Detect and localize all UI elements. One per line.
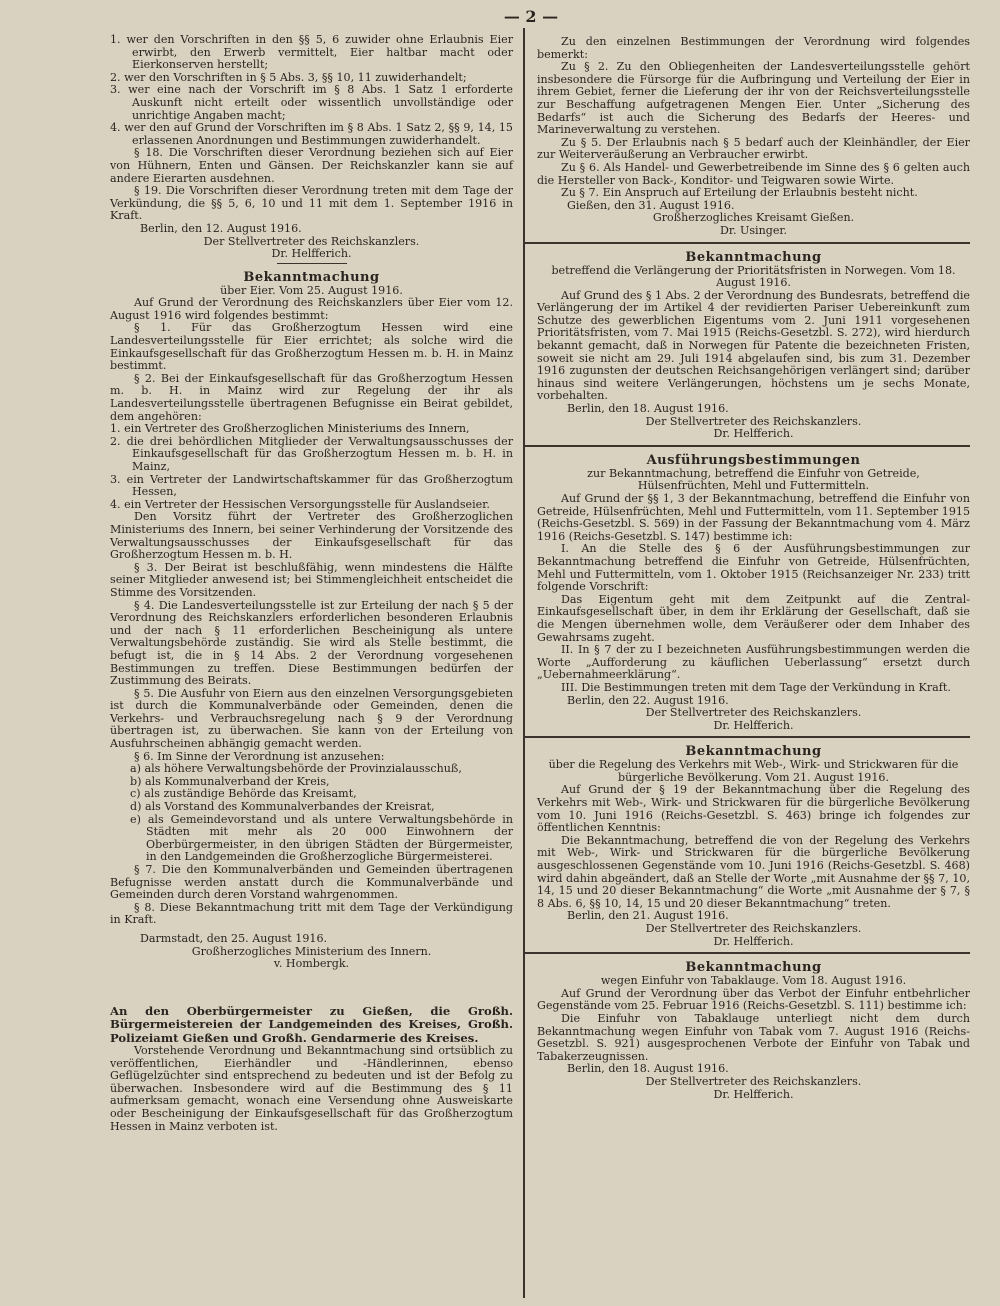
regulation-iii: III. Die Bestimmungen treten mit dem Tage der Verkündung in Kraft.	[561, 680, 951, 694]
signature-name: Dr. Helfferich.	[713, 1087, 794, 1101]
announcement-body: Auf Grund des § 1 Abs. 2 der Verordnung des Bundesrats, betreffend die Verlängerung der im Artikel 4 der revidierten Pariser Uebereinkunft zum Schutze des gewerblichen Eigentums vom 2. Juni 1911 vorgesehenen Prioritätsfristen, vom 7. Mai 1915 (Reichs-Gesetzbl. S. 272), wird hierdurch bekannt gemacht, daß in Norwegen für Patente die bezeichneten Fristen, soweit sie nicht am 29. Juli 1914 abgelaufen sind, bis zum 31. Dezember 1916 zugunsten der deutschen Reichsangehörigen verlängert sind; darüber hinaus sind weitere Verlängerungen, höchstens um je sechs Monate, vorbehalten.	[537, 288, 970, 403]
definition-item: e) als Gemeindevorstand und als untere Verwaltungsbehörde in Städten mit mehr als 20 000 Einwohnern der Oberbürgermeister, in den übrigen Städten der Bürgermeister, in den Landgemeinden die Großherzogliche Bürgermeisterei.	[130, 812, 513, 864]
columns	[20, 28, 982, 1298]
section-6: § 6. Im Sinne der Verordnung ist anzusehen:	[134, 749, 385, 763]
board-member-item: 1. ein Vertreter des Großherzoglichen Ministeriums des Innern,	[110, 422, 470, 436]
divider	[525, 445, 970, 447]
page-number: — 2 —	[503, 7, 559, 26]
signature-role-a: Großherzogliches Kreisamt Gießen.	[652, 211, 855, 225]
regulations-date: Berlin, den 22. August 1916.	[567, 693, 729, 707]
signature-role: Der Stellvertreter des Reichskanzlers.	[645, 414, 862, 428]
date-giessen: Gießen, den 31. August 1916.	[567, 198, 735, 212]
definition-item: b) als Kommunalverband der Kreis,	[130, 774, 330, 788]
section-19: § 19. Die Vorschriften dieser Verordnung treten mit dem Tage der Verkündung, die §§ 5, 6, 10 und 11 mit dem 1. September 1916 in Kraft.	[110, 184, 513, 223]
remark-2: Zu § 2. Zu den Obliegenheiten der Landesverteilungsstelle gehört insbesondere die Fürsorge für die Aufbringung und Verteilung der Eier in ihrem Gebiet, ferner die Lieferung der ihr von der Reichsverteilungsstelle zur Beschaffung aufgetragenen Mengen Eier. Unter „Sicherung des Bedarfs“ ist auch die Sicherung des Bedarfs der Heeres- und Marineverwaltung zu verstehen.	[537, 60, 970, 137]
announcement-body: Die Bekanntmachung, betreffend die von der Regelung des Verkehrs mit Web-, Wirk- und Strickwaren für die bürgerliche Bevölkerung ausgeschlossenen Gegenstände vom 10. Juni 1916 (Reichs-Gesetzbl. S. 468) wird dahin abgeändert, daß an Stelle der Worte „mit Ausnahme der §§ 7, 10, 14, 15 und 20 dieser Bekanntmachung“ die Worte „mit Ausnahme der § 7, § 8 Abs. 6, §§ 10, 14, 15 und 20 dieser Bekanntmachung“ treten.	[537, 833, 970, 910]
notice-heading: An den Oberbürgermeister zu Gießen, die Großh. Bürgermeistereien der Landgemeinden des Kreises, Großh. Polizeiamt Gießen und Großh. Gendarmerie des Kreises.	[110, 1003, 513, 1045]
regulation-ii: II. In § 7 der zu I bezeichneten Ausführungsbestimmungen werden die Worte „Aufforderung zu käuflichen Ueberlassung“ ersetzt durch „Uebernahmeerklärung“.	[537, 643, 970, 682]
signature-role-1: Der Stellvertreter des Reichskanzlers.	[203, 234, 420, 248]
left-column	[20, 28, 525, 1298]
announcement-date: Berlin, den 21. August 1916.	[567, 909, 729, 923]
announcement-subtitle: betreffend die Verlängerung der Prioritätsfristen in Norwegen. Vom 18. August 1916.	[551, 263, 956, 290]
section-7: § 7. Die den Kommunalverbänden und Gemeinden übertragenen Befugnisse werden anstatt durch die Kommunalverbände und Gemeinden durch deren Vorstand wahrgenommen.	[110, 863, 513, 902]
section-8: § 8. Diese Bekanntmachung tritt mit dem Tage der Verkündigung in Kraft.	[110, 900, 513, 927]
section-1: § 1. Für das Großherzogtum Hessen wird eine Landesverteilungsstelle für Eier errichtet; als solche wird die Einkaufsgesellschaft für das Großherzogtum Hessen m. b. H. in Mainz bestimmt.	[110, 321, 513, 373]
regulation-i-text: Das Eigentum geht mit dem Zeitpunkt auf die Zentral-Einkaufsgesellschaft über, in dem ihr Erklärung der Gesellschaft, daß sie die Mengen übernehmen wolle, dem Veräußerer oder dem Inhaber des Gewahrsams zugeht.	[537, 592, 970, 644]
section-2: § 2. Bei der Einkaufsgesellschaft für das Großherzogtum Hessen m. b. H. in Mainz wird zur Regelung der ihr als Landesverteilungsstelle übertragenen Befugnisse ein Beirat gebildet, dem angehören:	[110, 371, 513, 423]
signature-name: Dr. Helfferich.	[713, 934, 794, 948]
signature-name: Dr. Helfferich.	[713, 718, 794, 732]
announcement-subtitle: wegen Einfuhr von Tabaklauge. Vom 18. August 1916.	[600, 974, 907, 988]
signature-role: Der Stellvertreter des Reichskanzlers.	[645, 706, 862, 720]
board-member-item: 2. die drei behördlichen Mitglieder der Verwaltungsausschusses der Einkaufsgesellschaft für das Großherzogtum Hessen m. b. H. in Mainz,	[110, 434, 513, 473]
signature-role: Der Stellvertreter des Reichskanzlers.	[645, 922, 862, 935]
signature-role: Der Stellvertreter des Reichskanzlers.	[645, 1074, 862, 1088]
board-member-item: 4. ein Vertreter der Hessischen Versorgungsstelle für Auslandseier.	[110, 497, 490, 511]
announcement-title: Bekanntmachung	[685, 744, 822, 760]
announcement-title: Bekanntmachung	[685, 960, 822, 976]
date-berlin-1: Berlin, den 12. August 1916.	[140, 221, 302, 235]
divider	[277, 263, 347, 264]
definition-item: a) als höhere Verwaltungsbehörde der Provinzialausschuß,	[130, 762, 462, 776]
announcement-intro: Auf Grund der Verordnung des Reichskanzlers über Eier vom 12. August 1916 wird folgendes bestimmt:	[110, 296, 513, 322]
announcement-intro: Auf Grund der § 19 der Bekanntmachung über die Regelung des Verkehrs mit Web-, Wirk- und Strickwaren für die bürgerliche Bevölkerung vom 10. Juni 1916 (Reichs-Gesetzbl. S. 463) bringe ich folgendes zur öffentlichen Kenntnis:	[537, 783, 970, 835]
penalty-item: 4. wer den auf Grund der Vorschriften im § 8 Abs. 1 Satz 2, §§ 9, 14, 15 erlassenen Anordnungen und Bestimmungen zuwiderhandelt.	[110, 121, 513, 147]
announcement-subtitle: über Eier. Vom 25. August 1916.	[220, 283, 403, 297]
regulations-subtitle: zur Bekanntmachung, betreffend die Einfuhr von Getreide, Hülsenfrüchten, Mehl und Futtermitteln.	[587, 466, 920, 493]
section-3: § 3. Der Beirat ist beschlußfähig, wenn mindestens die Hälfte seiner Mitglieder anwesend ist; bei Stimmengleichheit entscheidet die Stimme des Vorsitzenden.	[110, 560, 513, 599]
section-2-end: Den Vorsitz führt der Vertreter des Großherzoglichen Ministeriums des Innern, bei seiner Verhinderung der Vorsitzende des Verwaltungsausschusses der Einkaufsgesellschaft für das Großherzogtum Hessen m. b. H.	[110, 510, 513, 562]
divider	[525, 242, 970, 244]
remark-7: Zu § 7. Ein Anspruch auf Erteilung der Erlaubnis besteht nicht.	[561, 186, 918, 200]
regulations-intro: Auf Grund der §§ 1, 3 der Bekanntmachung, betreffend die Einfuhr von Getreide, Hülsenfrüchten, Mehl und Futtermitteln, vom 11. September 1915 (Reichs-Gesetzbl. S. 569) in der Fassung der Bekanntmachung vom 4. März 1916 (Reichs-Gesetzbl. S. 147) bestimme ich:	[537, 492, 970, 543]
announcement-title: Bekanntmachung	[685, 249, 822, 265]
definition-item: c) als zuständige Behörde das Kreisamt,	[130, 787, 357, 801]
announcement-title: Bekanntmachung	[243, 269, 380, 285]
penalty-item: 2. wer den Vorschriften in § 5 Abs. 3, §§ 10, 11 zuwiderhandelt;	[110, 70, 467, 84]
right-column	[525, 28, 970, 1298]
announcement-body: Die Einfuhr von Tabaklauge unterliegt nicht dem durch Bekanntmachung wegen Einfuhr von Tabak vom 7. August 1916 (Reichs-Gesetzbl. S. 921) ausgesprochenen Verbote der Einfuhr von Tabak und Tabakerzeugnissen.	[537, 1011, 970, 1063]
board-member-item: 3. ein Vertreter der Landwirtschaftskammer für das Großherzogtum Hessen,	[110, 472, 513, 499]
divider	[525, 736, 970, 738]
announcement-intro: Auf Grund der Verordnung über das Verbot der Einfuhr entbehrlicher Gegenstände vom 25. Februar 1916 (Reichs-Gesetzbl. S. 111) bestimme ich:	[537, 986, 970, 1013]
signature-name-a: Dr. Usinger.	[719, 223, 788, 237]
penalty-item: 1. wer den Vorschriften in den §§ 5, 6 zuwider ohne Erlaubnis Eier erwirbt, den Erwerb vermittelt, Eier haltbar macht oder Eierkonserven herstellt;	[110, 33, 513, 72]
regulations-title: Ausführungsbestimmungen	[646, 452, 861, 468]
remarks-intro: Zu den einzelnen Bestimmungen der Verordnung wird folgendes bemerkt:	[537, 35, 970, 61]
regulation-i: I. An die Stelle des § 6 der Ausführungsbestimmungen zur Bekanntmachung betreffend die Einfuhr von Getreide, Hülsenfrüchten, Mehl und Futtermitteln, vom 1. Oktober 1915 (Reichsanzeiger Nr. 233) tritt folgende Vorschrift:	[537, 542, 970, 594]
remark-6: Zu § 6. Als Handel- und Gewerbetreibende im Sinne des § 6 gelten auch die Hersteller von Back-, Konditor- und Teigwaren sowie Wirte.	[537, 160, 970, 187]
signature-role-2: Großherzogliches Ministerium des Innern.	[191, 944, 432, 958]
section-4: § 4. Die Landesverteilungsstelle ist zur Erteilung der nach § 5 der Verordnung des Reichskanzlers erforderlichen besonderen Erlaubnis und der nach § 11 erforderlichen Bescheinigung als untere Verwaltungsbehörde zuständig. Sie wird als Stelle bestimmt, die befugt ist, die in § 14 Abs. 2 der Verordnung vorgesehenen Bestimmungen zu treffen. Diese Bestimmungen bedürfen der Zustimmung des Beirats.	[110, 598, 513, 688]
announcement-subtitle: über die Regelung des Verkehrs mit Web-, Wirk- und Strickwaren für die bürgerliche Bevölkerung. Vom 21. August 1916.	[548, 758, 959, 784]
announcement-date: Berlin, den 18. August 1916.	[567, 1062, 729, 1076]
section-5: § 5. Die Ausfuhr von Eiern aus den einzelnen Versorgungsgebieten ist durch die Kommunalverbände oder Gemeinden, denen die Verkehrs- und Verbrauchsregelung nach § 9 der Verordnung übertragen ist, zu überwachen. Sie kann von der Erteilung von Ausfuhrscheinen abhängig gemacht werden.	[110, 686, 513, 751]
divider	[525, 952, 970, 954]
definition-item: d) als Vorstand des Kommunalverbandes der Kreisrat,	[130, 800, 435, 814]
signature-name-1: Dr. Helfferich.	[271, 247, 352, 261]
announcement-date: Berlin, den 18. August 1916.	[567, 402, 729, 416]
penalty-item: 3. wer eine nach der Vorschrift im § 8 Abs. 1 Satz 1 erforderte Auskunft nicht erteilt oder wissentlich unvollständige oder unrichtige Angaben macht;	[110, 83, 513, 122]
signature-name-2: v. Hombergk.	[273, 957, 350, 971]
remark-5: Zu § 5. Der Erlaubnis nach § 5 bedarf auch der Kleinhändler, der Eier zur Weiterveräußerung an Verbraucher erwirbt.	[537, 135, 970, 162]
notice-body: Vorstehende Verordnung und Bekanntmachung sind ortsüblich zu veröffentlichen, Eierhändler und -Händlerinnen, ebenso Geflügelzüchter sind entsprechend zu bedeuten und ist der Befolg zu überwachen. Insbesondere wird auf die Bestimmung des § 11 aufmerksam gemacht, wonach eine Versendung ohne Ausweiskarte oder Bescheinigung der Einkaufsgesellschaft für das Großherzogtum Hessen in Mainz verboten ist.	[110, 1043, 513, 1133]
signature-name: Dr. Helfferich.	[713, 427, 794, 441]
section-18: § 18. Die Vorschriften dieser Verordnung beziehen sich auf Eier von Hühnern, Enten und Gänsen. Der Reichskanzler kann sie auf andere Eierarten ausdehnen.	[110, 146, 513, 185]
date-darmstadt: Darmstadt, den 25. August 1916.	[140, 931, 328, 945]
